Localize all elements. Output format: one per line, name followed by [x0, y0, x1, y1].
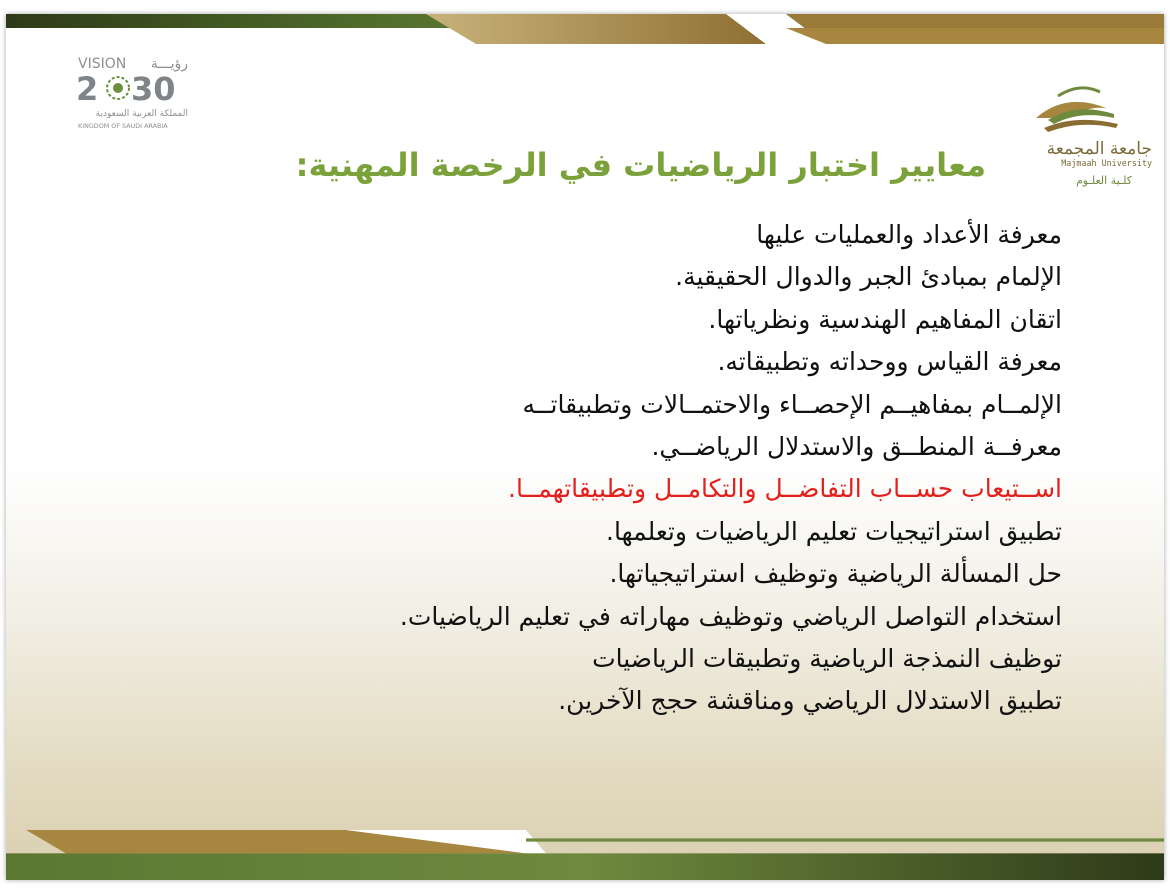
- list-item: توظيف النمذجة الرياضية وتطبيقات الرياضيات: [592, 644, 1062, 674]
- vision-en-text: VISION: [78, 56, 127, 72]
- slide-title: معايير اختبار الرياضيات في الرخصة المهنية:: [295, 146, 986, 184]
- list-item: معرفة القياس ووحداته وتطبيقاته.: [717, 347, 1062, 377]
- open-book-icon: [1036, 88, 1118, 132]
- vision-country-en: KINGDOM OF SAUDI ARABIA: [78, 122, 168, 130]
- list-item: تطبيق استراتيجيات تعليم الرياضيات وتعلمها.: [606, 516, 1062, 546]
- vision-country-ar: المملكة العربية السعودية: [95, 109, 188, 119]
- list-item: معرفة الأعداد والعمليات عليها: [756, 220, 1062, 249]
- list-item: معرفــة المنطــق والاستدلال الرياضــي.: [651, 432, 1062, 462]
- vision-ar-text: رؤيـــة: [150, 56, 188, 72]
- slide: [6, 14, 1164, 880]
- university-name-en: Majmaah University: [1061, 158, 1152, 168]
- list-item: تطبيق الاستدلال الرياضي ومناقشة حجج الآخرين.: [558, 686, 1062, 716]
- vision-year-left: 2: [76, 70, 99, 108]
- vision-2030-logo: [76, 50, 196, 138]
- top-decorative-band: [6, 14, 1164, 44]
- vision-year-right: 30: [131, 70, 176, 108]
- university-name-ar: جامعة المجمعة: [1046, 139, 1152, 159]
- list-item: الإلمــام بمفاهيــم الإحصــاء والاحتمــالات وتطبيقاتــه: [522, 389, 1062, 419]
- list-item: اتقان المفاهيم الهندسية ونظرياتها.: [708, 304, 1062, 334]
- palm-emblem-icon: [107, 77, 129, 99]
- list-item: حل المسألة الرياضية وتوظيف استراتيجياتها.: [609, 559, 1062, 589]
- majmaah-university-logo: [996, 72, 1156, 192]
- list-item-highlighted: اســتيعاب حســاب التفاضــل والتكامــل وتطبيقاتهمــا.: [508, 474, 1062, 504]
- list-item: الإلمام بمبادئ الجبر والدوال الحقيقية.: [675, 262, 1062, 292]
- list-item: استخدام التواصل الرياضي وتوظيف مهاراته في تعليم الرياضيات.: [399, 601, 1062, 631]
- criteria-list: [206, 214, 1062, 723]
- bottom-decorative-band: [6, 830, 1164, 880]
- college-name-ar: كلـية العلـوم: [1076, 174, 1132, 187]
